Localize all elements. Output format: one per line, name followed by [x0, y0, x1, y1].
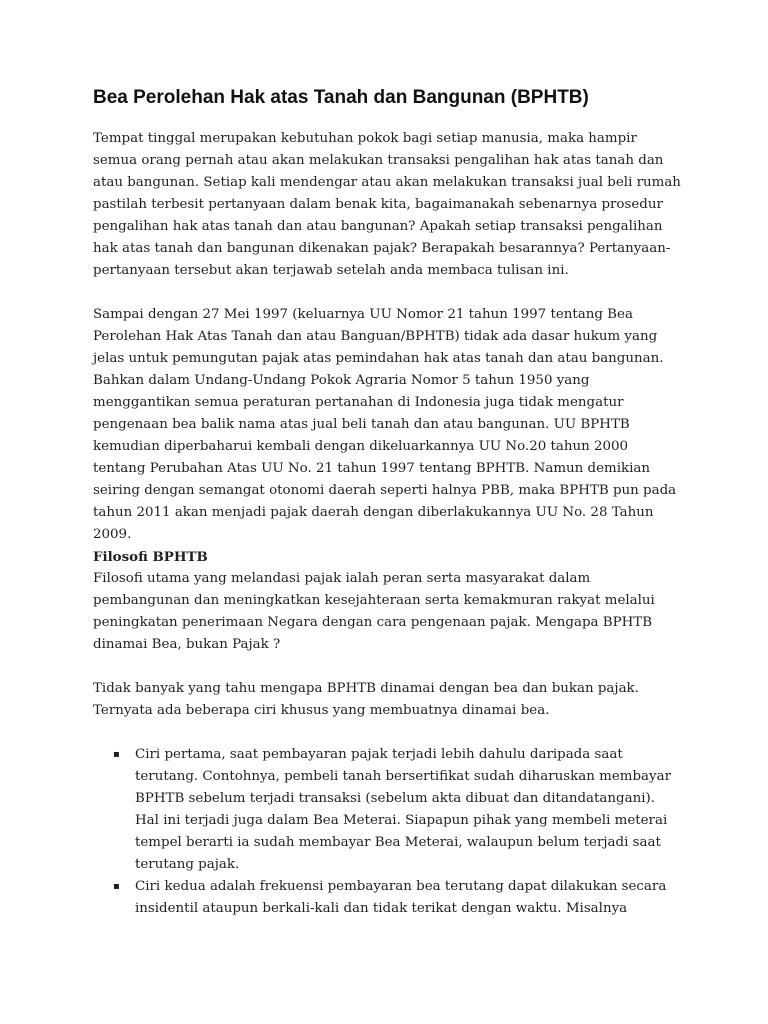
characteristics-list	[93, 744, 683, 920]
list-item	[93, 744, 683, 876]
document-page	[93, 84, 683, 920]
paragraph-spacer	[93, 722, 683, 744]
square-bullet-icon: ▪	[113, 881, 120, 892]
intro-paragraph: Tempat tinggal merupakan kebutuhan pokok bagi setiap manusia, maka hampir semua orang pernah atau akan melakukan transaksi pengalihan hak atas tanah dan atau bangunan. Setiap kali mendengar atau akan melakukan transaksi jual beli rumah pastilah terbesit pertanyaan dalam benak kita, bagaimanakah sebenarnya prosedur pengalihan hak atas tanah dan atau bangunan? Apakah setiap transaksi pengalihan hak atas tanah dan bangunan dikenakan pajak? Berapakah besarannya? Pertanyaan-pertanyaan tersebut akan terjawab setelah anda membaca tulisan ini.	[93, 131, 681, 278]
philosophy-paragraph: Filosofi utama yang melandasi pajak ialah peran serta masyarakat dalam pembangunan dan meningkatkan kesejahteraan serta kemakmuran rakyat melalui peningkatan penerimaan Negara dengan cara pengenaan pajak. Mengapa BPHTB dinamai Bea, bukan Pajak ?	[93, 571, 655, 652]
document-title: Bea Perolehan Hak atas Tanah dan Bangunan (BPHTB)	[93, 87, 589, 108]
square-bullet-icon: ▪	[113, 749, 120, 760]
list-item	[93, 876, 683, 920]
history-paragraph: Sampai dengan 27 Mei 1997 (keluarnya UU Nomor 21 tahun 1997 tentang Bea Perolehan Hak Atas Tanah dan atau Banguan/BPHTB) tidak ada dasar hukum yang jelas untuk pemungutan pajak atas pemindahan hak atas tanah dan atau bangunan. Bahkan dalam Undang-Undang Pokok Agraria Nomor 5 tahun 1950 yang menggantikan semua peraturan pertanahan di Indonesia juga tidak mengatur pengenaan bea balik nama atas jual beli tanah dan atau bangunan. UU BPHTB kemudian diperbaharui kembali dengan dikeluarkannya UU No.20 tahun 2000 tentang Perubahan Atas UU No. 21 tahun 1997 tentang BPHTB. Namun demikian seiring dengan semangat otonomi daerah seperti halnya PBB, maka BPHTB pun pada tahun 2011 akan menjadi pajak daerah dengan diberlakukannya UU No. 28 Tahun 2009.	[93, 307, 677, 542]
list-item-text: Ciri pertama, saat pembayaran pajak terjadi lebih dahulu daripada saat terutang. Contohnya, pembeli tanah bersertifikat sudah diharuskan membayar BPHTB sebelum terjadi transaksi (sebelum akta dibuat dan ditandatangani). Hal ini terjadi juga dalam Bea Meterai. Siapapun pihak yang membeli meterai tempel berarti ia sudah membayar Bea Meterai, walaupun belum terjadi saat terutang pajak.	[135, 747, 671, 872]
section-heading: Filosofi BPHTB	[93, 549, 208, 565]
naming-paragraph: Tidak banyak yang tahu mengapa BPHTB dinamai dengan bea dan bukan pajak. Ternyata ada beberapa ciri khusus yang membuatnya dinamai bea.	[93, 681, 639, 718]
paragraph-spacer	[93, 656, 683, 678]
paragraph-spacer	[93, 282, 683, 304]
list-item-text: Ciri kedua adalah frekuensi pembayaran bea terutang dapat dilakukan secara insidentil ataupun berkali-kali dan tidak terikat dengan waktu. Misalnya	[135, 879, 667, 916]
